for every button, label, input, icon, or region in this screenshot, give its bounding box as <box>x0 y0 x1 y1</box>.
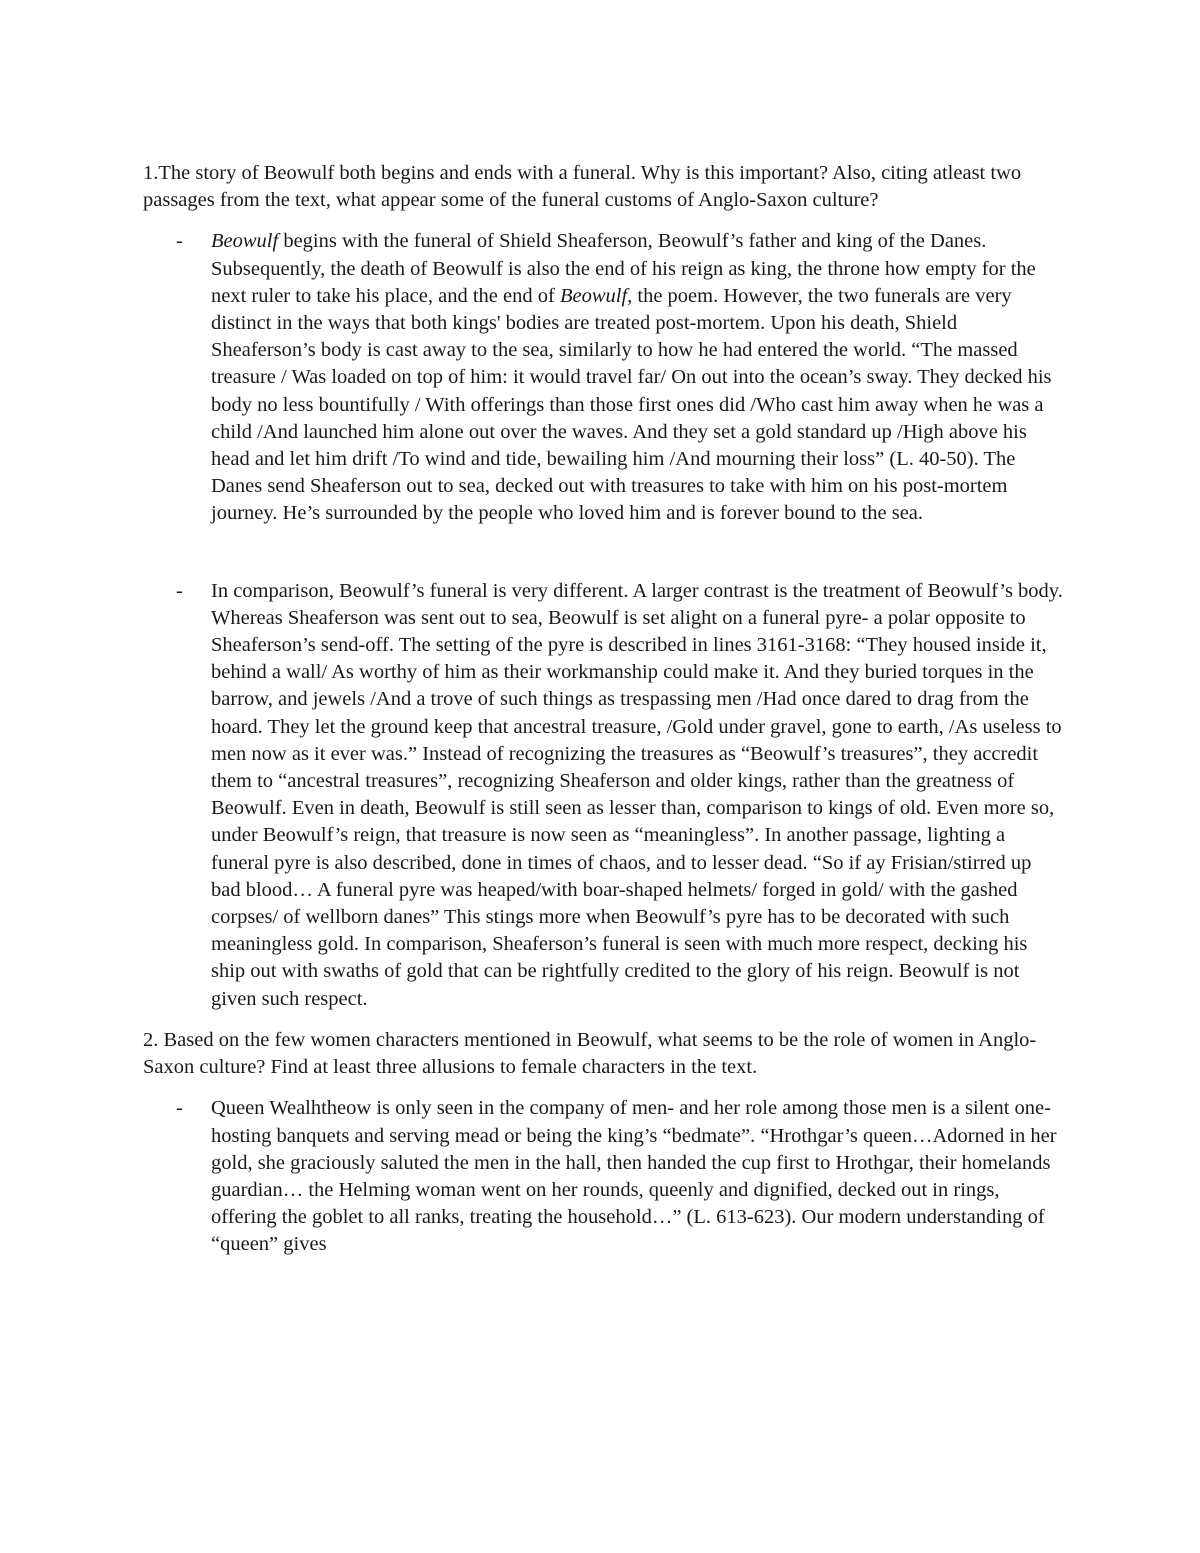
italic-title: Beowulf, <box>559 284 633 307</box>
answer-1-text <box>211 228 1063 527</box>
answer-1-text-part-b: the poem. However, the two funerals are very distinct in the ways that both kings' bodies are treated post-mortem. Upon his death, Shield Sheaferson’s body is cast away to the sea, similarly to how he had entered the world. “The massed treasure / Was loaded on top of him: it would travel far/ On out into the ocean’s sway. They decked his body no less bountifully / With offerings than those first ones did /Who cast him away when he was a child /And launched him alone out over the waves. And they set a gold standard up /High above his head and let him drift /To wind and tide, bewailing him /And mourning their loss” (L. 40-50). The Danes send Sheaferson out to sea, decked out with treasures to take with him on his post-mortem journey. He’s surrounded by the people who loved him and is forever bound to the sea. <box>211 284 1052 525</box>
answer-1-bullet <box>143 228 1063 527</box>
question-1: 1.The story of Beowulf both begins and ends with a funeral. Why is this important? Also, citing atleast two passages from the text, what appear some of the funeral customs of Anglo-Saxon culture? <box>143 162 1022 212</box>
bullet-dash: - <box>176 230 183 253</box>
bullet-dash: - <box>176 1097 183 1120</box>
answer-3-text: Queen Wealhtheow is only seen in the company of men- and her role among those men is a silent one- hosting banquets and serving mead or being the king’s “bedmate”. “Hrothgar’s queen…Adorned in her gold, she graciously saluted the men in the hall, then handed the cup first to Hrothgar, their homelands guardian… the Helming woman went on her rounds, queenly and dignified, decked out in rings, offering the goblet to all ranks, treating the household…” (L. 613-623). Our modern understanding of “queen” gives <box>211 1097 1057 1256</box>
answer-1-text-part-a: begins with the funeral of Shield Sheaferson, Beowulf’s father and king of the Danes. Subsequently, the death of Beowulf is also the end of his reign as king, the throne how empty for the next ruler to take his place, and the end of <box>211 230 1036 307</box>
italic-title: Beowulf <box>211 230 279 253</box>
answer-2-bullet <box>143 578 1063 1013</box>
answer-2-text: In comparison, Beowulf’s funeral is very different. A larger contrast is the treatment of Beowulf’s body. Whereas Sheaferson was sent out to sea, Beowulf is set alight on a funeral pyre- a polar opposite to Sheaferson’s send-off. The setting of the pyre is described in lines 3161-3168: “They housed inside it, behind a wall/ As worthy of him as their workmanship could make it. And they buried torques in the barrow, and jewels /And a trove of such things as trespassing men /Had once dared to drag from the hoard. They let the ground keep that ancestral treasure, /Gold under gravel, gone to earth, /As useless to men now as it ever was.” Instead of recognizing the treasures as “Beowulf’s treasures”, they accredit them to “ancestral treasures”, recognizing Sheaferson and older kings, rather than the greatness of Beowulf. Even in death, Beowulf is still seen as lesser than, comparison to kings of old. Even more so, under Beowulf’s reign, that treasure is now seen as “meaningless”. In another passage, lighting a funeral pyre is also described, done in times of chaos, and to lesser dead. “So if ay Frisian/stirred up bad blood… A funeral pyre was heaped/with boar-shaped helmets/ forged in gold/ with the gashed corpses/ of wellborn danes” This stings more when Beowulf’s pyre has to be decorated with such meaningless gold. In comparison, Sheaferson’s funeral is seen with much more respect, decking his ship out with swaths of gold that can be rightfully credited to the glory of his reign. Beowulf is not given such respect. <box>211 579 1063 1010</box>
document-body <box>143 160 1063 1259</box>
bullet-dash: - <box>176 579 183 602</box>
answer-3-bullet <box>143 1095 1063 1258</box>
question-2: 2. Based on the few women characters mentioned in Beowulf, what seems to be the role of women in Anglo-Saxon culture? Find at least three allusions to female characters in the text. <box>143 1028 1037 1079</box>
